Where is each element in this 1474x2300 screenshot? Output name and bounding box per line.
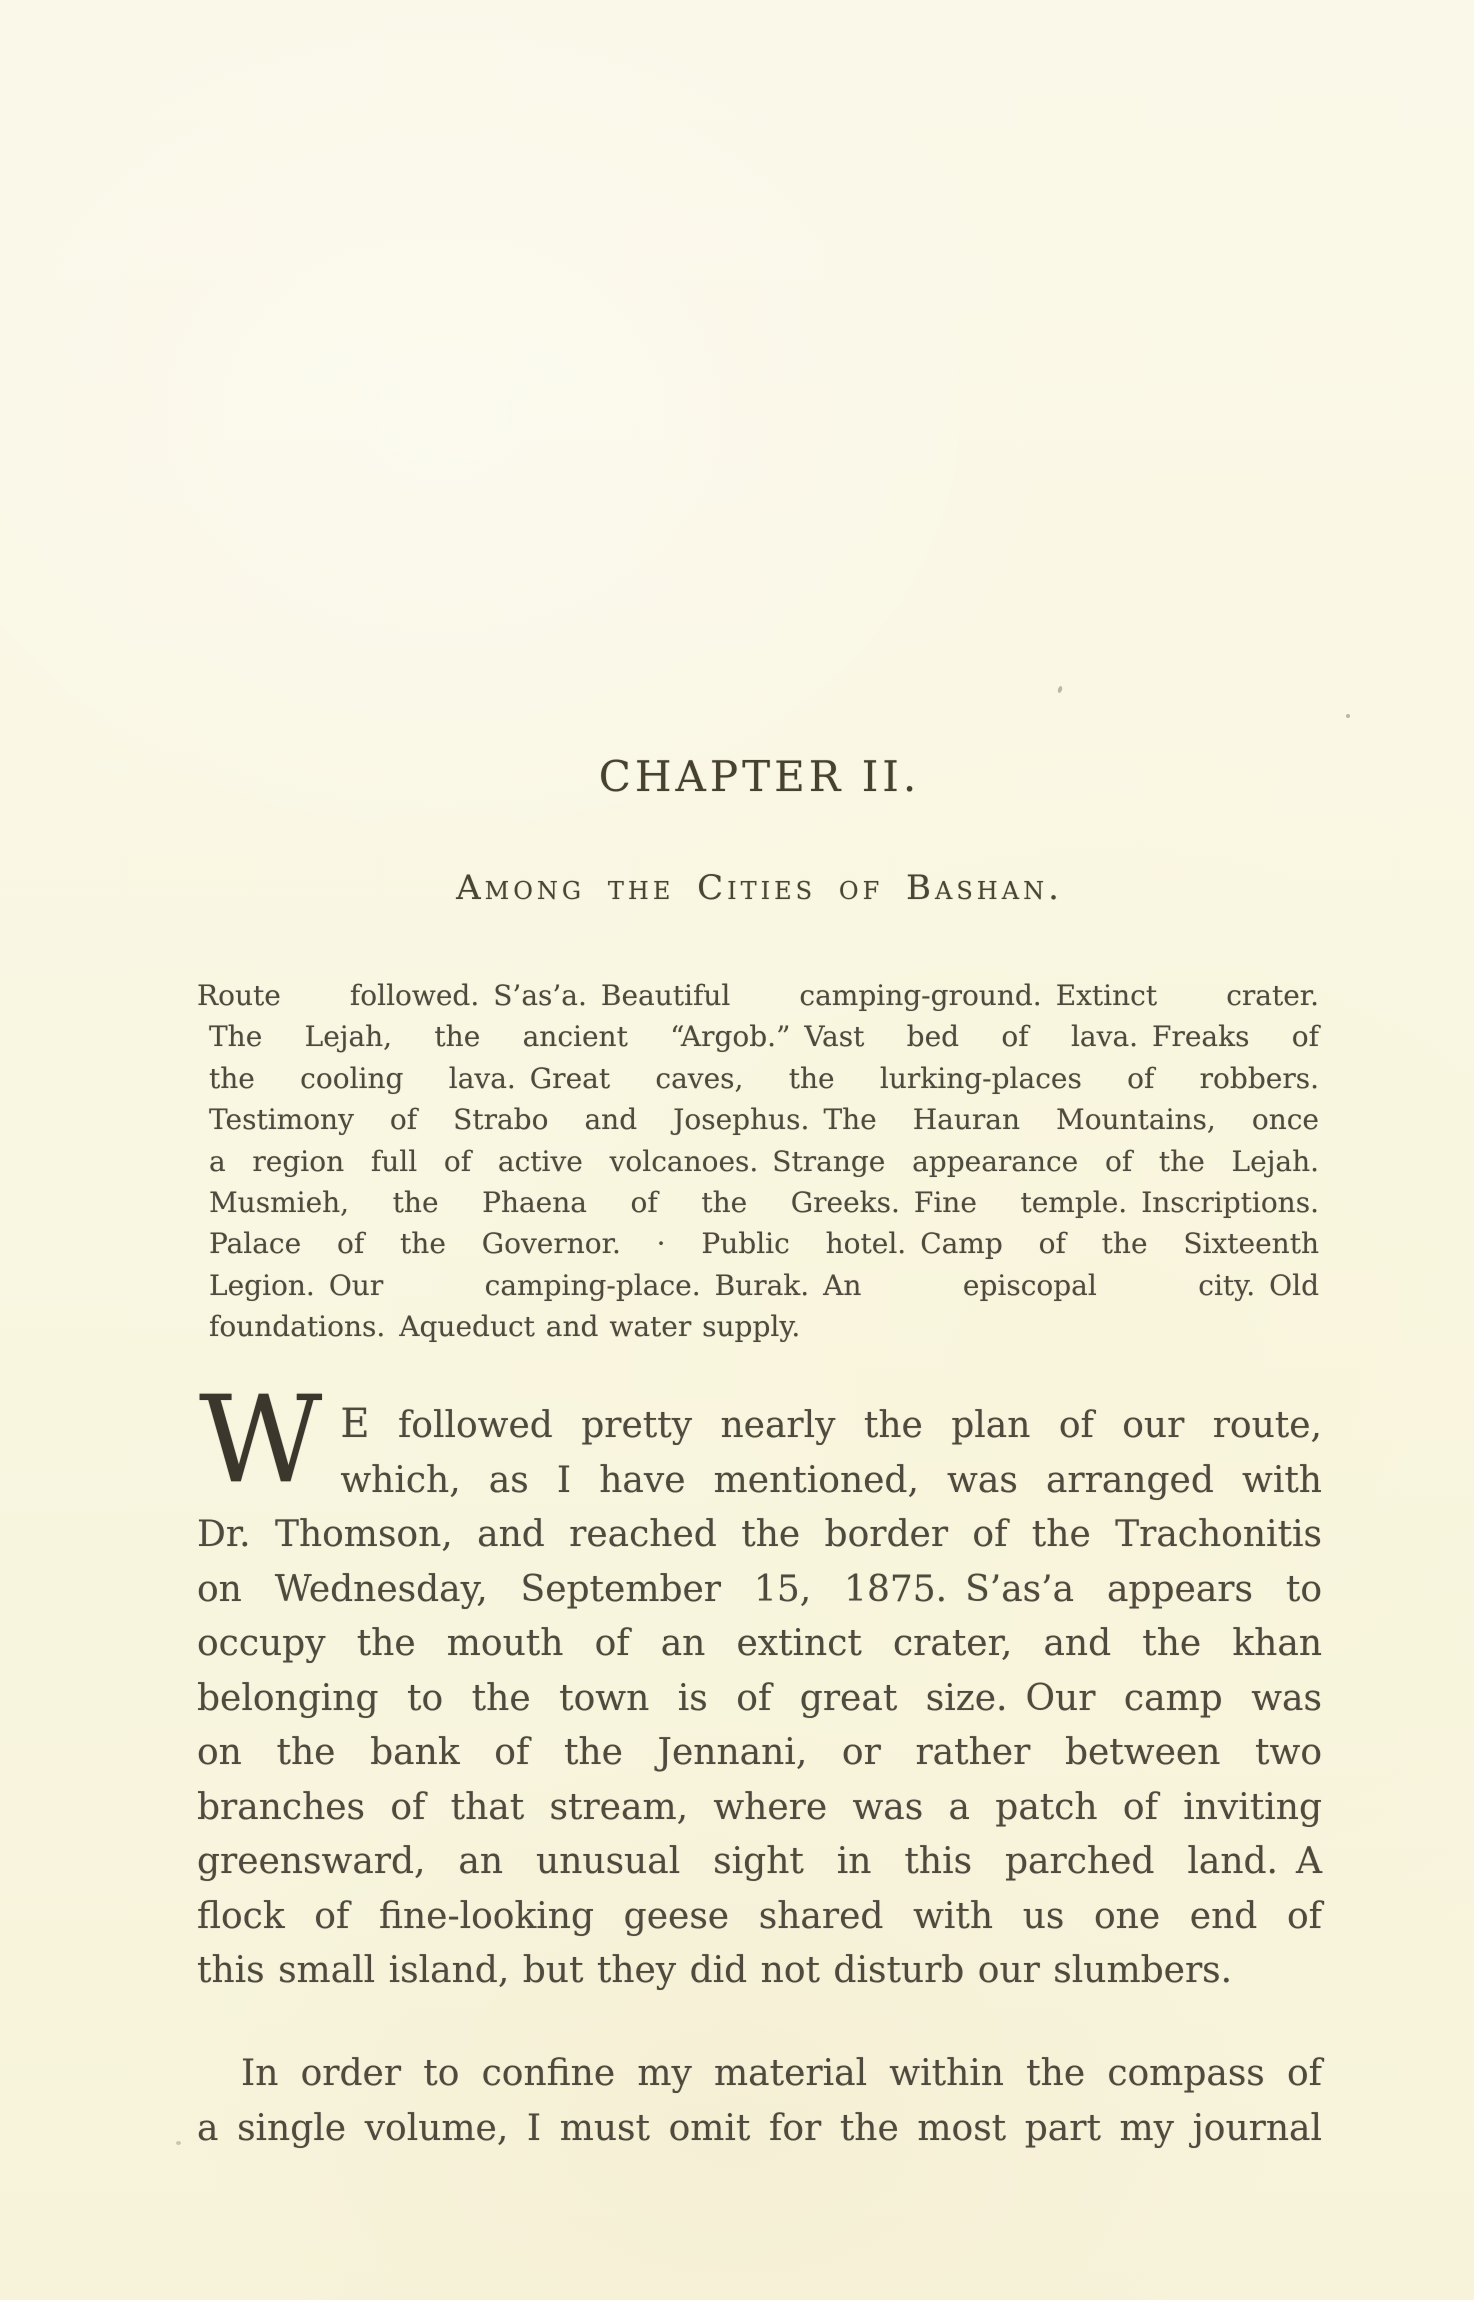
body1-line-5: occupy the mouth of an extinct crater, and the khan — [197, 1623, 1322, 1664]
body1-line-8: branches of that stream, where was a patch of inviting — [197, 1786, 1322, 1828]
body1-line-6: belonging to the town is of great size. Our camp was — [197, 1677, 1322, 1719]
summary-line-3: the cooling lava. Great caves, the lurking-places of robbers. — [209, 1061, 1319, 1095]
body1-line-10: flock of fine-looking geese shared with us one end of — [197, 1895, 1322, 1937]
summary-line-9: foundations. Aqueduct and water supply. — [209, 1310, 801, 1344]
summary-line-2: The Lejah, the ancient “Argob.” Vast bed of lava. Freaks of — [209, 1020, 1319, 1054]
body1-line-9: greensward, an unusual sight in this parched land. A — [197, 1841, 1322, 1882]
chapter-heading: CHAPTER II. — [598, 752, 921, 801]
body1-line-7: on the bank of the Jennani, or rather between two — [197, 1732, 1322, 1773]
chapter-summary — [197, 975, 1319, 1348]
paper-speck — [1057, 686, 1063, 694]
body-paragraph-2 — [197, 2047, 1322, 2156]
summary-line-1: Route followed. S’as’a. Beautiful camping-ground. Extinct crater. — [197, 979, 1319, 1012]
section-heading: Among the Cities of Bashan. — [456, 868, 1063, 908]
body1-line-2: which, as I have mentioned, was arranged with — [340, 1459, 1322, 1501]
body1-line-1: E followed pretty nearly the plan of our route, — [340, 1401, 1322, 1447]
body1-line-4: on Wednesday, September 15, 1875. S’as’a appears to — [197, 1568, 1322, 1610]
summary-line-8: Legion. Our camping-place. Burak. An episcopal city. Old — [209, 1268, 1319, 1302]
drop-cap-w: W — [199, 1371, 323, 1510]
summary-line-4: Testimony of Strabo and Josephus. The Hauran Mountains, once — [209, 1103, 1319, 1137]
body1-line-11: this small island, but they did not disturb our slumbers. — [197, 1950, 1233, 1991]
paper-speck — [1346, 714, 1350, 718]
summary-line-5: a region full of active volcanoes. Strange appearance of the Lejah. — [209, 1144, 1319, 1178]
body1-line-3: Dr. Thomson, and reached the border of the Trachonitis — [197, 1514, 1322, 1555]
body2-line-2: a single volume, I must omit for the most part my journal — [197, 2107, 1322, 2149]
summary-line-6: Musmieh, the Phaena of the Greeks. Fine temple. Inscriptions. — [209, 1186, 1319, 1220]
paper-speck — [176, 2141, 181, 2145]
body2-line-1: In order to confine my material within the compass of — [241, 2053, 1322, 2094]
body-paragraph-1 — [197, 1371, 1322, 1999]
summary-line-7: Palace of the Governor. · Public hotel. Camp of the Sixteenth — [209, 1227, 1319, 1261]
